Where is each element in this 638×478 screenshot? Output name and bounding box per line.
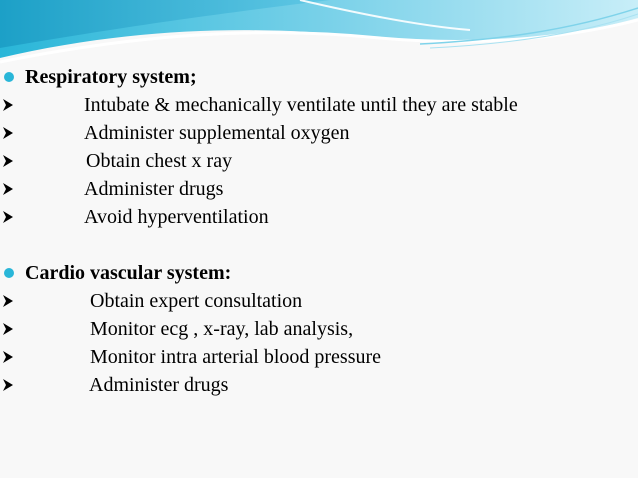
list-item-text: Monitor intra arterial blood pressure bbox=[90, 346, 382, 368]
section-heading-text: Respiratory system; bbox=[25, 66, 197, 88]
arrow-bullet-icon bbox=[2, 126, 14, 140]
list-item-text: Administer drugs bbox=[84, 178, 224, 200]
list-item-text: Monitor ecg , x-ray, lab analysis, bbox=[90, 318, 354, 340]
arrow-bullet-icon bbox=[2, 294, 14, 308]
arrow-bullet-icon bbox=[2, 378, 14, 392]
arrow-bullet-icon bbox=[2, 210, 14, 224]
arrow-bullet-icon bbox=[2, 350, 14, 364]
section-heading-text: Cardio vascular system: bbox=[25, 262, 232, 284]
circle-bullet-icon bbox=[4, 268, 14, 278]
arrow-bullet-icon bbox=[2, 98, 14, 112]
arrow-bullet-icon bbox=[2, 182, 14, 196]
list-item-text: Administer drugs bbox=[89, 374, 229, 396]
arrow-bullet-icon bbox=[2, 154, 14, 168]
arrow-bullet-icon bbox=[2, 322, 14, 336]
list-item-text: Obtain expert consultation bbox=[90, 290, 303, 312]
list-item-text: Administer supplemental oxygen bbox=[84, 122, 350, 144]
list-item-text: Intubate & mechanically ventilate until they are stable bbox=[84, 94, 518, 116]
list-item-text: Avoid hyperventilation bbox=[84, 206, 269, 228]
circle-bullet-icon bbox=[4, 72, 14, 82]
list-item-text: Obtain chest x ray bbox=[86, 150, 233, 172]
